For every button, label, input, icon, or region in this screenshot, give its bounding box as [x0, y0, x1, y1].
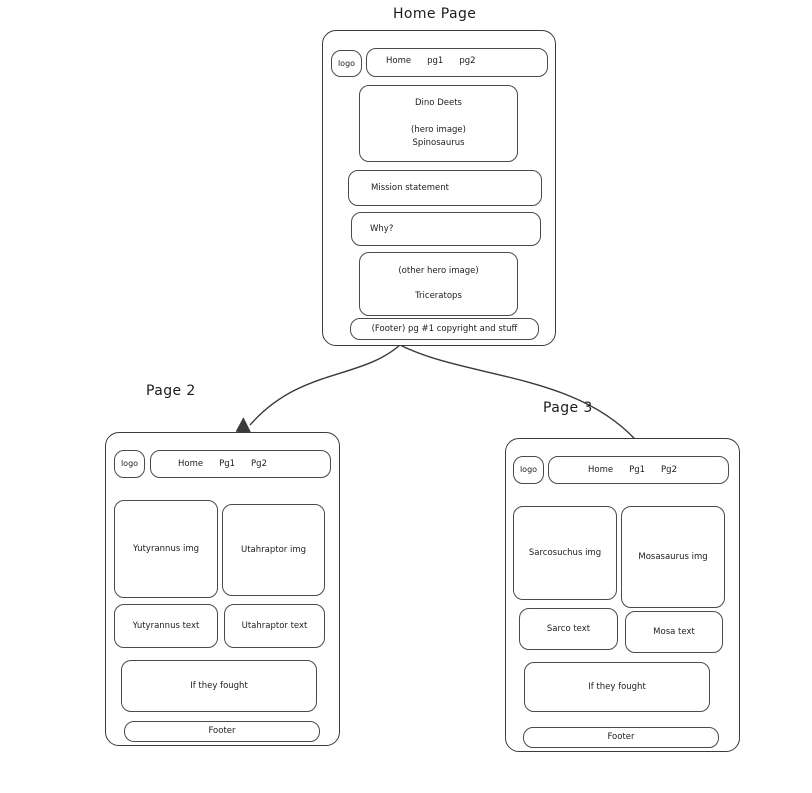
- page3-image-left-label: Sarcosuchus img: [528, 547, 602, 558]
- home-why-label: Why?: [370, 223, 394, 234]
- page2-logo: [114, 450, 145, 478]
- home-hero-image-label: (hero image): [411, 125, 466, 136]
- page3-nav-item-1[interactable]: Pg1: [629, 465, 646, 475]
- page2-fight-block: [121, 660, 317, 712]
- page3-logo: [513, 456, 544, 484]
- page2-nav-items: [178, 459, 267, 469]
- page3-nav-items: [588, 465, 677, 475]
- home-mission-label: Mission statement: [371, 182, 449, 193]
- page3-text-right-label: Mosa text: [653, 626, 695, 637]
- page2-nav-item-0[interactable]: Home: [178, 459, 204, 469]
- page2-text-left-label: Yutyrannus text: [132, 620, 200, 631]
- home-nav-items: [386, 56, 476, 66]
- page2-footer-label: Footer: [208, 726, 236, 737]
- home-hero-heading: Dino Deets: [415, 98, 462, 109]
- page2-text-right-label: Utahraptor text: [241, 620, 308, 631]
- home-logo: [331, 50, 362, 77]
- home-nav-item-2[interactable]: pg2: [459, 56, 476, 66]
- page3-title: Page 3: [543, 400, 593, 416]
- page3-fight-label: If they fought: [588, 681, 646, 692]
- page3-text-right: [625, 611, 723, 653]
- page2-image-right: [222, 504, 325, 596]
- page2-nav-item-1[interactable]: Pg1: [219, 459, 236, 469]
- page2-logo-label: logo: [120, 459, 139, 468]
- home-hero2-image-label: (other hero image): [398, 266, 479, 277]
- home-hero2-block: [359, 252, 518, 316]
- home-nav-item-1[interactable]: pg1: [427, 56, 444, 66]
- home-page-title: Home Page: [393, 6, 477, 22]
- page2-fight-label: If they fought: [190, 680, 248, 691]
- page3-logo-label: logo: [519, 465, 538, 474]
- page2-image-right-label: Utahraptor img: [240, 544, 307, 555]
- home-hero-subject: Spinosaurus: [412, 137, 465, 148]
- page3-nav-item-2[interactable]: Pg2: [661, 465, 677, 475]
- page3-text-left: [519, 608, 618, 650]
- page2-image-left-label: Yutyrannus img: [133, 543, 199, 554]
- page2-footer-block: [124, 721, 320, 742]
- home-footer-block: [350, 318, 539, 340]
- page2-nav-item-2[interactable]: Pg2: [251, 459, 267, 469]
- page2-title: Page 2: [146, 383, 196, 399]
- page3-image-right: [621, 506, 725, 608]
- page3-text-left-label: Sarco text: [546, 623, 591, 634]
- page2-image-left: [114, 500, 218, 598]
- page3-fight-block: [524, 662, 710, 712]
- page3-footer-block: [523, 727, 719, 748]
- page3-nav-item-0[interactable]: Home: [588, 465, 614, 475]
- home-footer-label: (Footer) pg #1 copyright and stuff: [371, 323, 518, 334]
- home-logo-label: logo: [337, 58, 356, 68]
- home-why-block: [351, 212, 541, 246]
- home-mission-block: [348, 170, 542, 206]
- page2-text-right: [224, 604, 325, 648]
- page2-text-left: [114, 604, 218, 648]
- page3-image-right-label: Mosasaurus img: [638, 551, 708, 562]
- page3-image-left: [513, 506, 617, 600]
- home-hero-block: [359, 85, 518, 162]
- home-hero2-subject: Triceratops: [415, 291, 462, 301]
- page3-footer-label: Footer: [607, 732, 635, 743]
- home-nav-item-0[interactable]: Home: [386, 56, 412, 66]
